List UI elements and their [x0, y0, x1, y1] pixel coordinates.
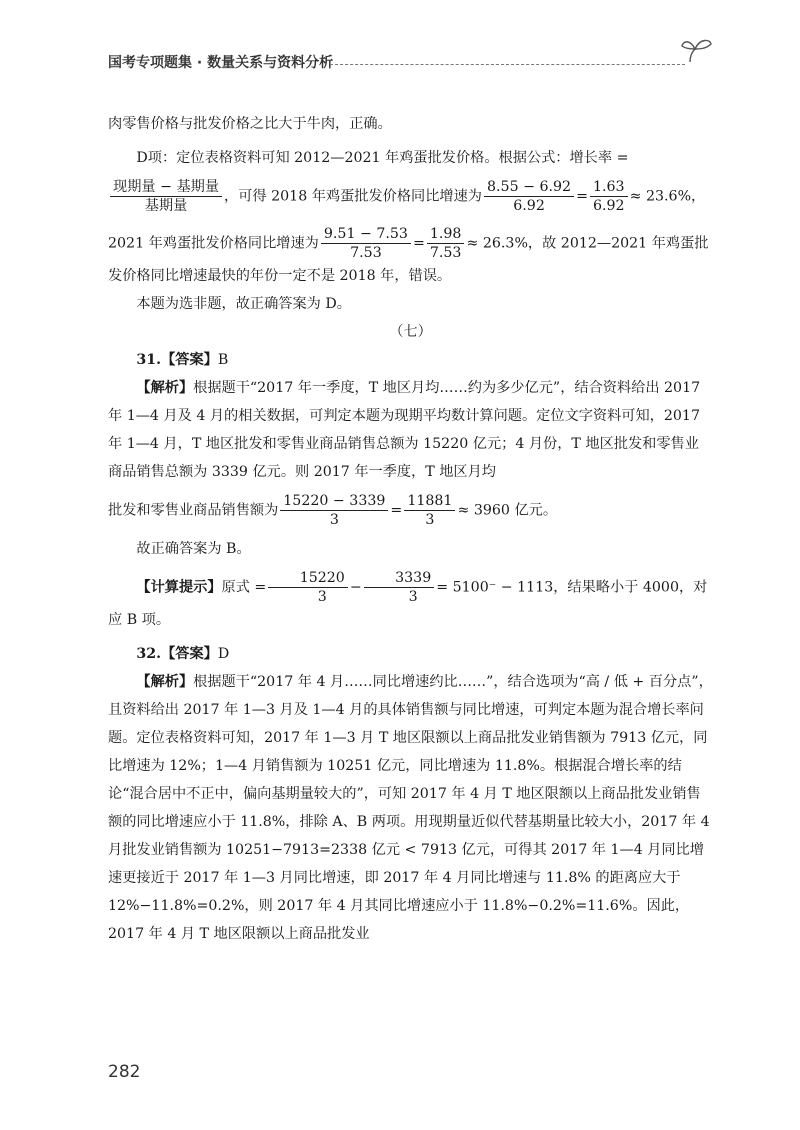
- text-line: 故正确答案为 B。: [136, 541, 251, 557]
- formula-line: 批发和零售业商品销售额为 $\frac{15220 - 3339}{3}$ = $\frac{11881}{3}$ ≈ 3960 亿元。: [108, 493, 558, 528]
- text-line: 本题为选非题，故正确答案为 D。: [136, 296, 351, 312]
- section-title: （七）: [389, 324, 432, 340]
- fraction: $\frac{15220 - 3339}{3}$: [280, 492, 388, 529]
- fraction: $\frac{\text{现期量 − 基期量}}{\text{基期量}}$: [110, 178, 222, 215]
- fraction: $\frac{8.55 - 6.92}{6.92}$: [484, 178, 574, 215]
- fraction: $\frac{1.63}{6.92}$: [590, 178, 628, 215]
- analysis-paragraph: 【解析】根据题干“2017 年 4 月……同比增速约比……”，结合选项为“高 / 低 + 百分点”，且资料给出 2017 年 1—3 月及 1—4 月的具体销售额与同比增速，可判定本题为混合增长率问题。定位表格资料可知，2017 年 1—3 月 T 地区限额以上商品批发业销售额为 7913 亿元，同比增速为 12%；1—4 月销售额为 10251 亿元，同比增速为 11.8%。根据混合增长率的结论“混合居中不正中，偏向基期量较大的”，可知 2017 年 4 月 T 地区限额以上商品批发业销售额的同比增速应小于 11.8%，排除 A、B 两项。用现期量近似代替基期量比较大小，2017 年 4 月批发业销售额为 10251−7913=2338 亿元 < 7913 亿元，可得其 2017 年 1—4 月同比增速更接近于 2017 年 1—3 月同比增速，即 2017 年 4 月同比增速与 11.8% 的距离应大于 12%−11.8%=0.2%，则 2017 年 4 月其同比增速应小于 11.8%−0.2%=11.6%。因此，2017 年 4 月 T 地区限额以上商品批发业: [108, 674, 713, 942]
- answer-line: 31.【答案】B: [136, 352, 229, 368]
- fraction: $\frac{11881}{3}$: [404, 492, 455, 529]
- text-line: 发价格同比增速最快的年份一定不是 2018 年，错误。: [108, 268, 452, 284]
- page-number: 282: [108, 1062, 141, 1082]
- answer-line: 32.【答案】D: [136, 646, 230, 662]
- fraction: $\frac{3339}{3}$: [364, 569, 435, 606]
- running-header: 国考专项题集 · 数量关系与资料分析: [108, 55, 334, 71]
- text-line: 肉零售价格与批发价格之比大于牛肉，正确。: [108, 116, 392, 132]
- header-rule: [330, 64, 685, 65]
- formula-line: 2021 年鸡蛋批发价格同比增速为 $\frac{9.51 - 7.53}{7.53}$ = $\frac{1.98}{7.53}$ ≈ 26.3%，故 2012—2021 年鸡蛋批: [108, 226, 709, 261]
- page-body: [108, 110, 713, 948]
- fraction: $\frac{15220}{3}$: [268, 569, 348, 606]
- fraction: $\frac{1.98}{7.53}$: [427, 225, 465, 262]
- text-line: D项：定位表格资料可知 2012—2021 年鸡蛋批发价格。根据公式：增长率 =: [136, 150, 629, 166]
- calc-hint: 【计算提示】原式 = $\frac{15220}{3}$ − $\frac{3339}{3}$ = 5100⁻ − 1113，结果略小于 4000，对应 B 项。: [108, 570, 708, 628]
- sprout-icon: [680, 34, 714, 64]
- analysis-paragraph: 【解析】根据题干“2017 年一季度，T 地区月均……约为多少亿元”，结合资料给出 2017 年 1—4 月及 4 月的相关数据，可判定本题为现期平均数计算问题。定位文字资料可知，2017 年 1—4 月，T 地区批发和零售业商品销售总额为 15220 亿元；4 月份，T 地区批发和零售业商品销售总额为 3339 亿元。则 2017 年一季度，T 地区月均: [108, 380, 701, 480]
- formula-line: $\frac{\text{现期量 − 基期量}}{\text{基期量}}$ ，可得 2018 年鸡蛋批发价格同比增速为 $\frac{8.55 - 6.92}{6.92}$ = $\frac{1.63}{6.92}$ ≈ 23.6%，: [108, 178, 713, 215]
- fraction: $\frac{9.51 - 7.53}{7.53}$: [321, 225, 411, 262]
